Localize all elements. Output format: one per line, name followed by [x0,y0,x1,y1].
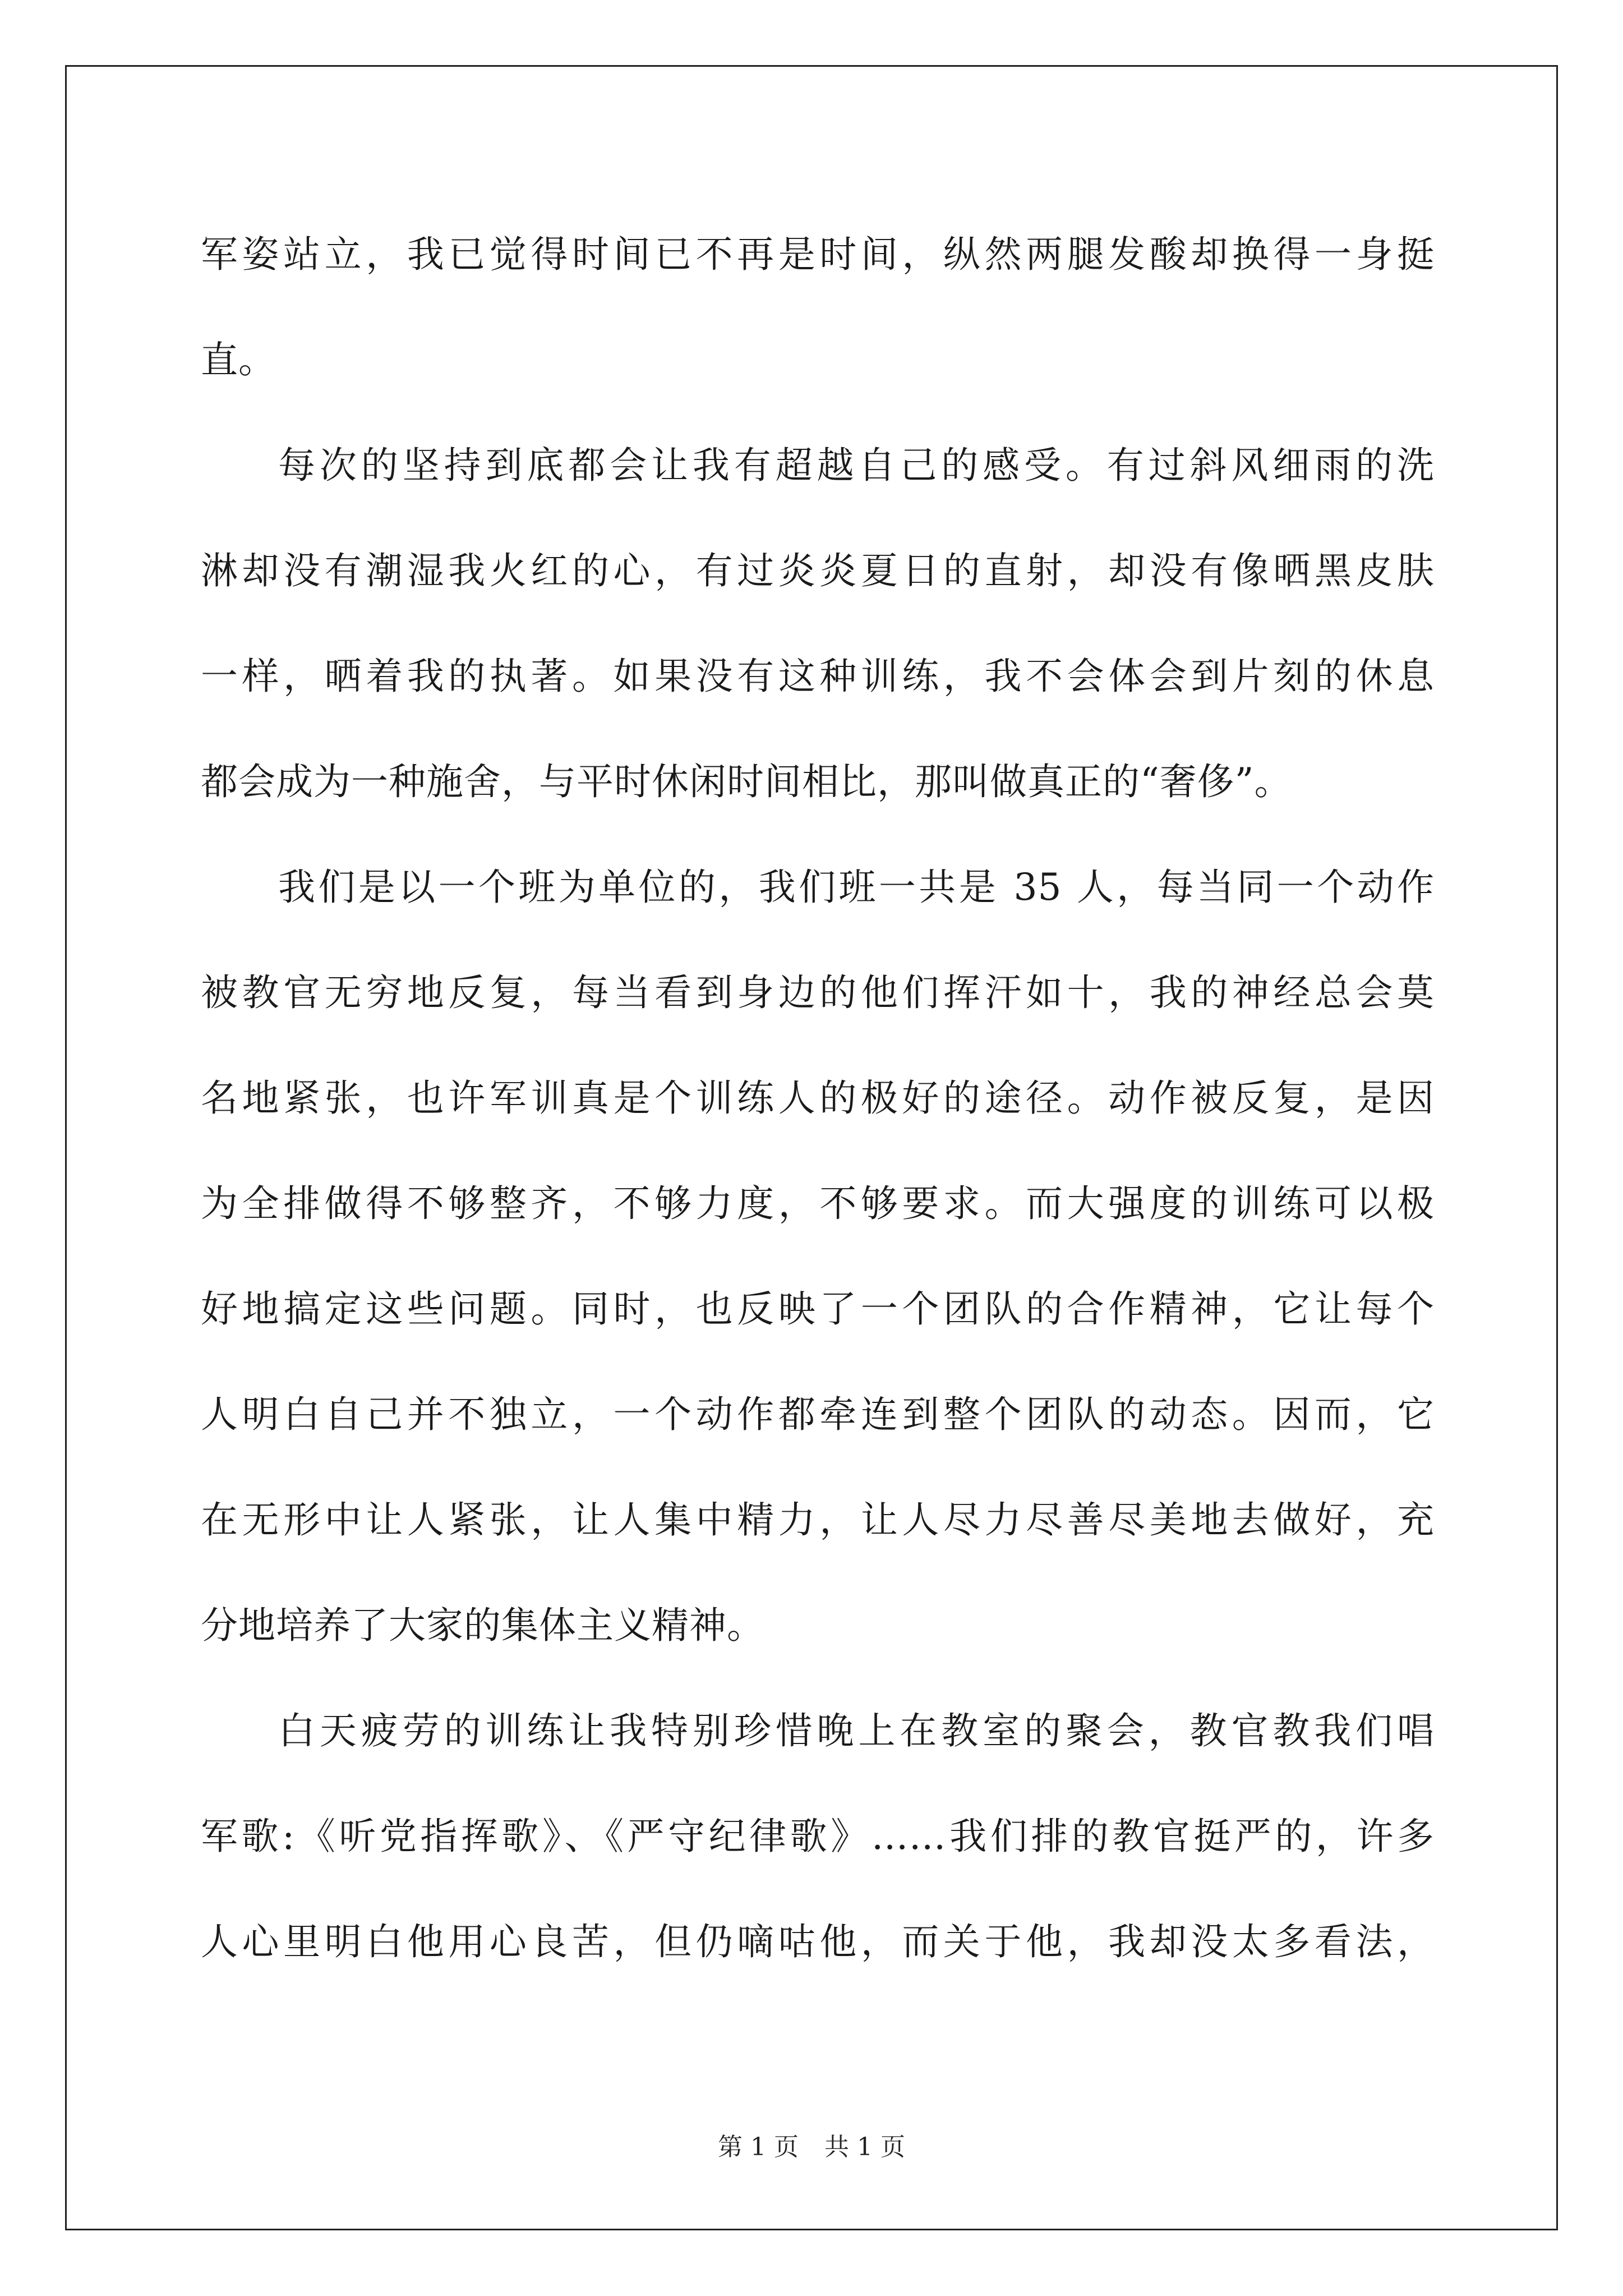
page-footer [0,2131,1623,2164]
text-line-11: 好地搞定这些问题。同时，也反映了一个团队的合作精神，它让每个 [201,1287,1435,1331]
text-line-7: 我们是以一个班为单位的，我们班一共是 35 人，每当同一个动作 [278,866,1435,909]
text-line-3: 每次的坚持到底都会让我有超越自己的感受。有过斜风细雨的洗 [278,444,1435,487]
text-line-9: 名地紧张，也许军训真是个训练人的极好的途径。动作被反复，是因 [201,1076,1435,1120]
text-line-1: 军姿站立，我已觉得时间已不再是时间，纵然两腿发酸却换得一身挺 [201,233,1435,276]
text-line-14: 分地培养了大家的集体主义精神。 [201,1604,764,1647]
document-body [201,202,1435,1995]
text-line-17: 人心里明白他用心良苦，但仍嘀咕他，而关于他，我却没太多看法， [201,1920,1435,1963]
text-line-6: 都会成为一种施舍，与平时休闲时间相比，那叫做真正的“奢侈”。 [201,760,1292,803]
text-line-2: 直。 [201,338,276,381]
page-number: 第 1 页 [718,2133,799,2161]
text-line-15: 白天疲劳的训练让我特别珍惜晚上在教室的聚会，教官教我们唱 [278,1709,1435,1752]
text-line-13: 在无形中让人紧张，让人集中精力，让人尽力尽善尽美地去做好，充 [201,1498,1435,1542]
text-line-16: 军歌:《听党指挥歌》、《严守纪律歌》……我们排的教官挺严的，许多 [201,1815,1435,1858]
text-line-5: 一样，晒着我的执著。如果没有这种训练，我不会体会到片刻的休息 [201,655,1435,698]
page-total: 共 1 页 [824,2133,905,2161]
text-line-12: 人明白自己并不独立，一个动作都牵连到整个团队的动态。因而，它 [201,1393,1435,1436]
text-line-10: 为全排做得不够整齐，不够力度，不够要求。而大强度的训练可以极 [201,1182,1435,1225]
text-line-8: 被教官无穷地反复，每当看到身边的他们挥汗如十，我的神经总会莫 [201,971,1435,1014]
text-line-4: 淋却没有潮湿我火红的心，有过炎炎夏日的直射，却没有像晒黑皮肤 [201,549,1435,592]
